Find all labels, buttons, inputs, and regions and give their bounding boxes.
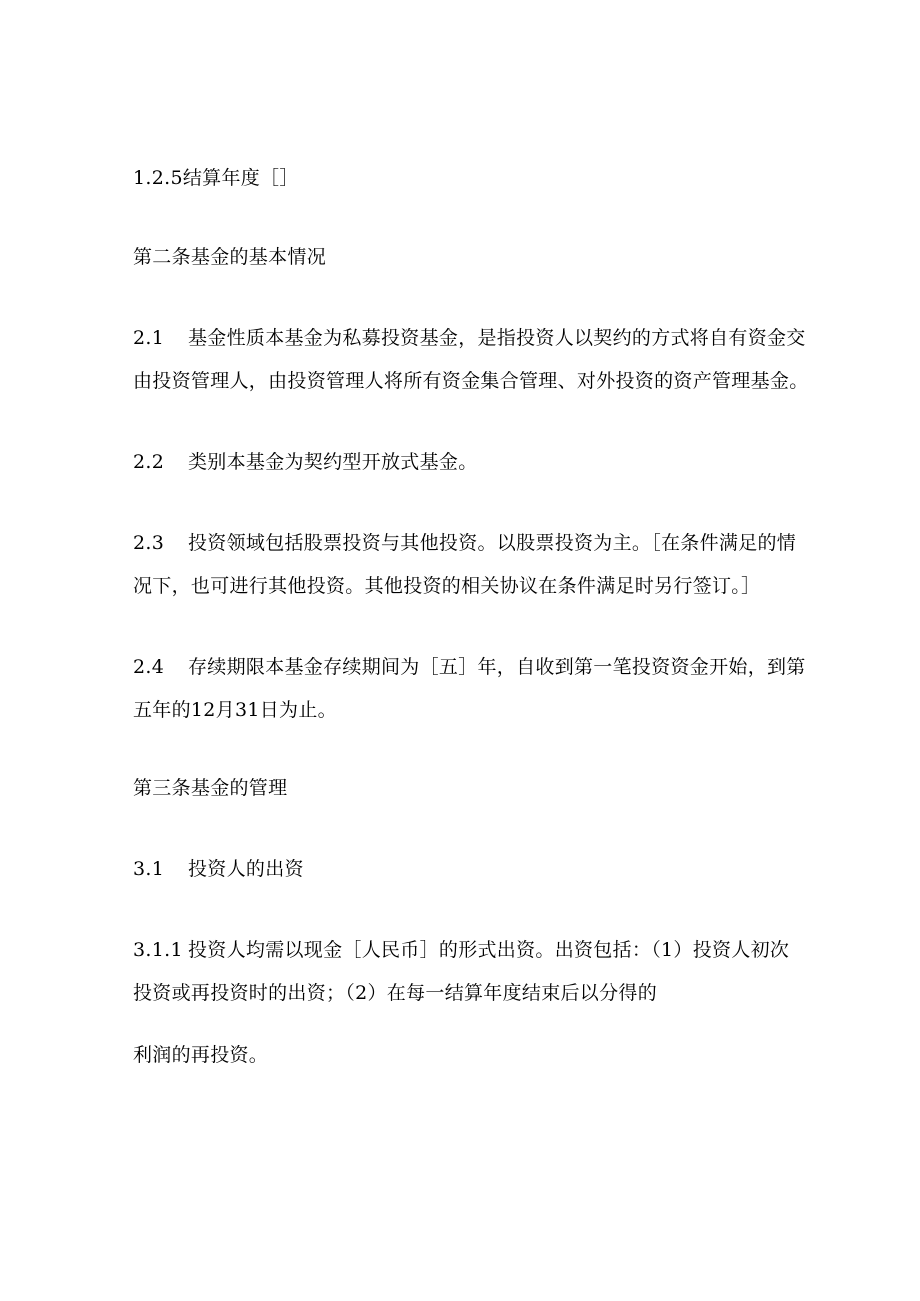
clause-text: 基金性质本基金为私募投资基金，是指投资人以契约的方式将自有资金交 <box>188 327 806 349</box>
clause-number: 2.3 <box>133 532 165 554</box>
clause-number: 2.2 <box>133 451 165 473</box>
clause-3-1-1-line-3 <box>133 1043 793 1067</box>
article-3-heading <box>133 776 793 800</box>
clause-text: 投资人均需以现金［人民币］的形式出资。出资包括：（1）投资人初次 <box>188 939 790 961</box>
heading-text: 第二条基金的基本情况 <box>133 246 327 268</box>
clause-text: 类别本基金为契约型开放式基金。 <box>188 451 478 473</box>
heading-text: 第三条基金的管理 <box>133 777 288 799</box>
clause-text: 利润的再投资。 <box>133 1044 269 1066</box>
clause-text: 况下，也可进行其他投资。其他投资的相关协议在条件满足时另行签订。］ <box>133 575 761 597</box>
clause-text: 投资领域包括股票投资与其他投资。以股票投资为主。［在条件满足的情 <box>188 532 797 554</box>
clause-2-4-line-2 <box>133 698 793 722</box>
clause-number: 2.1 <box>133 327 165 349</box>
clause-3-1-1-line-1 <box>133 938 793 962</box>
clause-text: 由投资管理人，由投资管理人将所有资金集合管理、对外投资的资产管理基金。 <box>133 370 809 392</box>
line-text: 1.2.5结算年度［］ <box>133 167 299 189</box>
clause-number: 2.4 <box>133 656 165 678</box>
clause-text: 投资人的出资 <box>188 858 304 880</box>
clause-2-3-line-1 <box>133 531 797 555</box>
clause-text: 投资或再投资时的出资；（2）在每一结算年度结束后以分得的 <box>133 982 657 1004</box>
clause-2-3-line-2 <box>133 574 793 598</box>
clause-number: 3.1 <box>133 858 165 880</box>
section-1-2-5 <box>133 166 793 190</box>
clause-2-2 <box>133 450 793 474</box>
clause-text: 五年的12月31日为止。 <box>133 699 337 721</box>
article-2-heading <box>133 245 793 269</box>
clause-2-1-line-1 <box>133 326 806 350</box>
clause-2-1-line-2 <box>133 369 809 393</box>
clause-number: 3.1.1 <box>133 939 183 961</box>
clause-2-4-line-1 <box>133 655 806 679</box>
clause-3-1 <box>133 857 793 881</box>
clause-3-1-1-line-2 <box>133 981 793 1005</box>
clause-text: 存续期限本基金存续期间为［五］年，自收到第一笔投资资金开始，到第 <box>188 656 806 678</box>
